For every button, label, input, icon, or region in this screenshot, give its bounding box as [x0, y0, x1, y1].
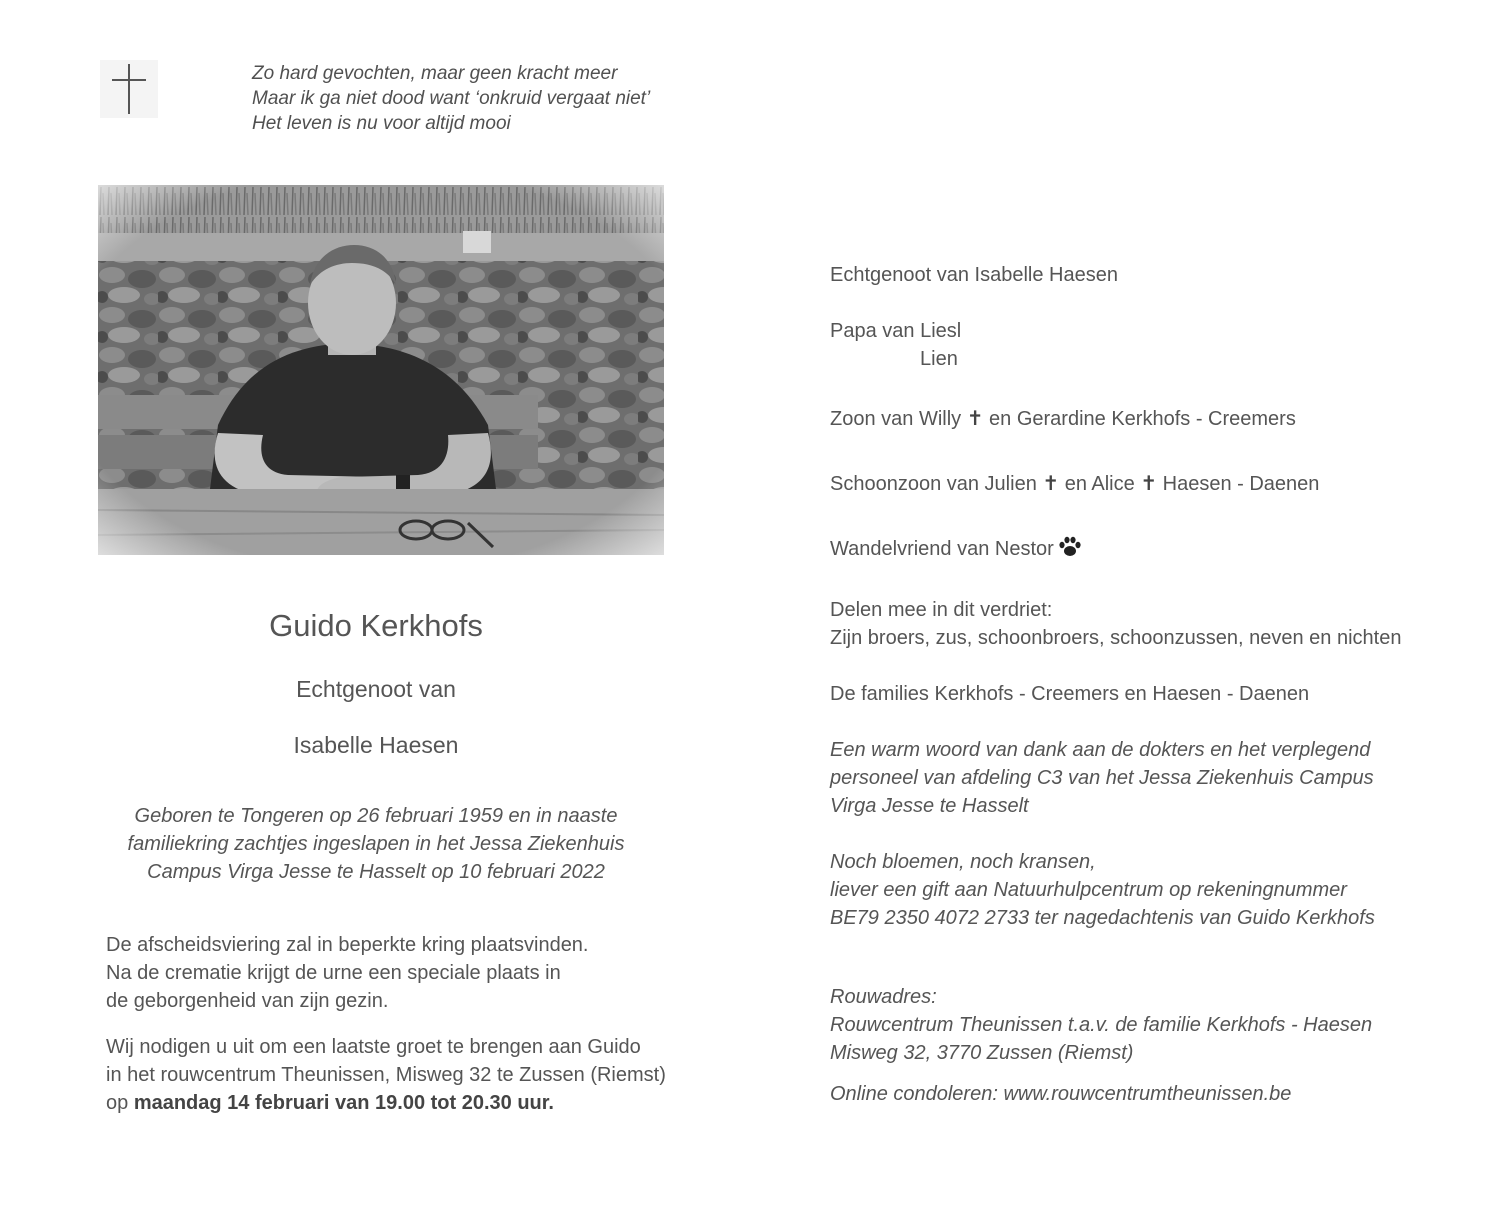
children-line: Papa van Liesl: [830, 320, 962, 342]
invite-prefix: op: [106, 1092, 134, 1114]
poem: [252, 61, 650, 136]
poem-line: Maar ik ga niet dood want ‘onkruid vergaat niet’: [252, 88, 651, 109]
son-of-text: en Gerardine Kerkhofs - Creemers: [983, 408, 1296, 430]
invite-line-date: [106, 1089, 666, 1117]
flowers-line: liever een gift aan Natuurhulpcentrum op rekeningnummer: [830, 879, 1347, 901]
walking-friend-text: Wandelvriend van Nestor: [830, 538, 1054, 560]
birth-death-notice: [98, 802, 654, 886]
sharing-grief-block: [830, 596, 1401, 652]
paw-icon: [1058, 536, 1082, 566]
address-line: Misweg 32, 3770 Zussen (Riemst): [830, 1042, 1134, 1064]
families-line: De families Kerkhofs - Creemers en Haesen - Daenen: [830, 683, 1310, 705]
son-in-law-line: [830, 470, 1319, 498]
children-line: Lien: [920, 348, 958, 370]
son-in-law-text: en Alice: [1059, 473, 1141, 495]
farewell-paragraph: [106, 931, 589, 1015]
spouse-name: Isabelle Haesen: [293, 732, 459, 758]
notice-line: familiekring zachtjes ingeslapen in het Jessa Ziekenhuis: [127, 833, 625, 855]
flowers-line: Noch bloemen, noch kransen,: [830, 851, 1096, 873]
children-block: [830, 317, 961, 373]
spouse-line: Echtgenoot van Isabelle Haesen: [830, 264, 1118, 286]
cross-icon: ✝: [966, 408, 984, 430]
thanks-line: personeel van afdeling C3 van het Jessa Ziekenhuis Campus: [830, 767, 1374, 789]
portrait-photo: [98, 185, 664, 555]
invite-paragraph: [106, 1033, 666, 1117]
invite-line: in het rouwcentrum Theunissen, Misweg 32 te Zussen (Riemst): [106, 1064, 666, 1086]
address-line: Rouwadres:: [830, 986, 937, 1008]
sharing-line: Zijn broers, zus, schoonbroers, schoonzussen, neven en nichten: [830, 627, 1402, 649]
address-line: Rouwcentrum Theunissen t.a.v. de familie Kerkhofs - Haesen: [830, 1014, 1373, 1036]
thanks-line: Virga Jesse te Hasselt: [830, 795, 1029, 817]
son-in-law-text: Haesen - Daenen: [1157, 473, 1320, 495]
farewell-line: De afscheidsviering zal in beperkte kring plaatsvinden.: [106, 934, 589, 956]
son-of-line: [830, 405, 1296, 433]
farewell-line: de geborgenheid van zijn gezin.: [106, 990, 389, 1012]
son-in-law-text: Schoonzoon van Julien: [830, 473, 1043, 495]
online-condolence: Online condoleren: www.rouwcentrumtheunissen.be: [830, 1083, 1292, 1105]
poem-line: Zo hard gevochten, maar geen kracht meer: [252, 63, 618, 84]
poem-line: Het leven is nu voor altijd mooi: [252, 113, 511, 134]
notice-line: Geboren te Tongeren op 26 februari 1959 en in naaste: [134, 805, 618, 827]
farewell-line: Na de crematie krijgt de urne een speciale plaats in: [106, 962, 561, 984]
notice-line: Campus Virga Jesse te Hasselt op 10 februari 2022: [147, 861, 605, 883]
son-of-text: Zoon van Willy: [830, 408, 967, 430]
cross-icon: ✝: [1042, 473, 1060, 495]
mourning-address-block: [830, 983, 1372, 1067]
invite-date: maandag 14 februari van 19.00 tot 20.30 uur.: [133, 1092, 554, 1114]
sharing-line: Delen mee in dit verdriet:: [830, 599, 1053, 621]
thanks-block: [830, 736, 1374, 820]
flowers-block: [830, 848, 1375, 932]
cross-icon: ✝: [1140, 473, 1158, 495]
walking-friend-line: [830, 535, 1082, 566]
thanks-line: Een warm woord van dank aan de dokters en het verplegend: [830, 739, 1371, 761]
invite-line: Wij nodigen u uit om een laatste groet te brengen aan Guido: [106, 1036, 641, 1058]
cross-icon: [100, 60, 158, 118]
deceased-name: Guido Kerkhofs: [269, 608, 483, 643]
flowers-line: BE79 2350 4072 2733 ter nagedachtenis van Guido Kerkhofs: [830, 907, 1375, 929]
spouse-label: Echtgenoot van: [296, 676, 456, 702]
